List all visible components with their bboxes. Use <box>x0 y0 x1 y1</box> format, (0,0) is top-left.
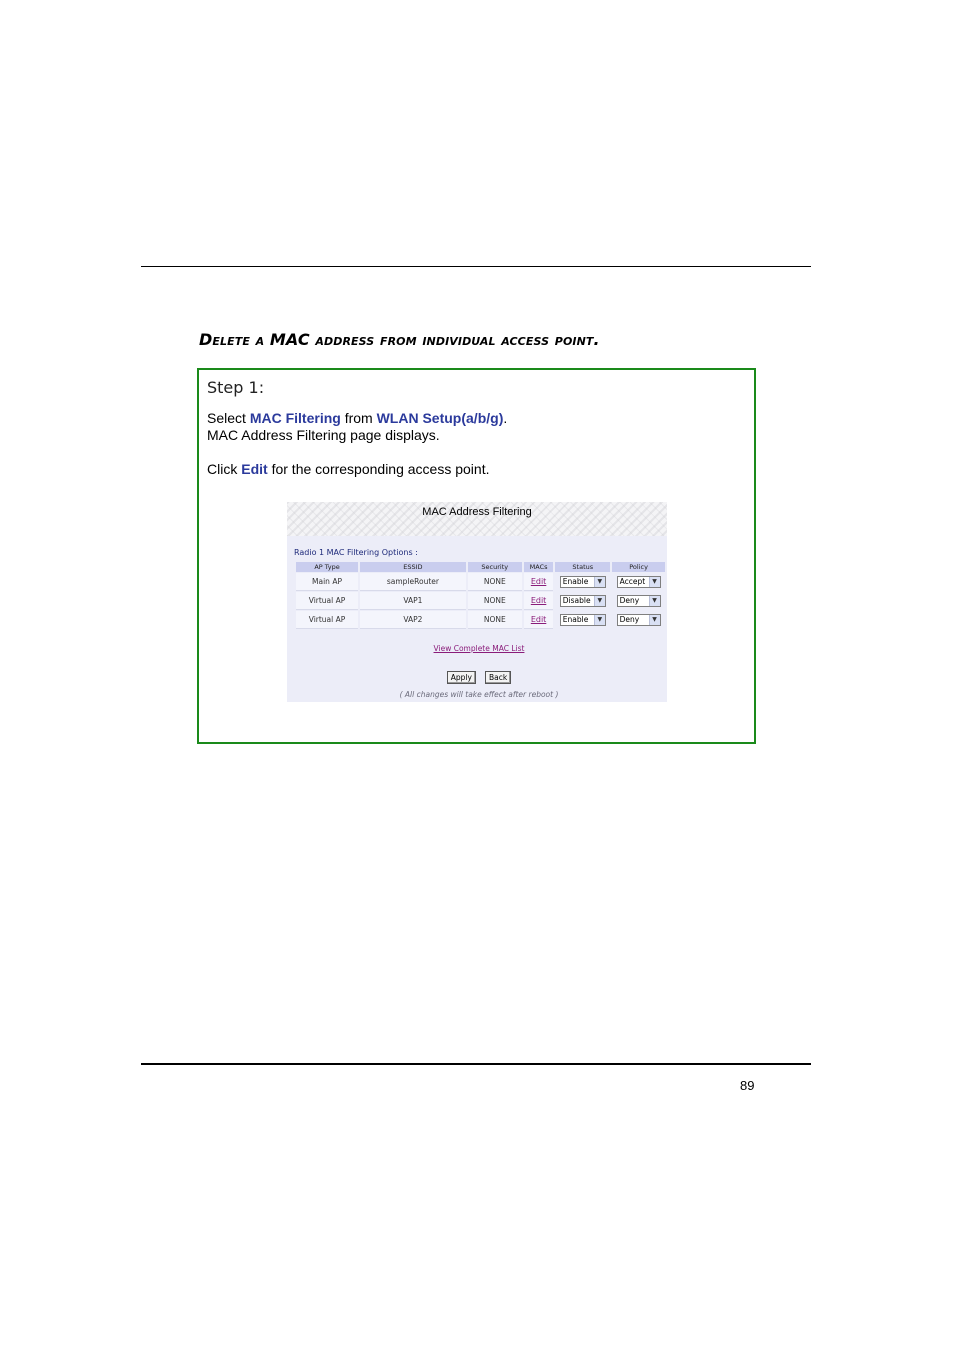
page-number: 89 <box>740 1078 755 1093</box>
menu-wlan-setup: WLAN Setup(a/b/g) <box>376 410 504 426</box>
radio-section-label: Radio 1 MAC Filtering Options : <box>294 548 418 557</box>
edit-link[interactable]: Edit <box>530 615 547 624</box>
panel-header <box>287 502 667 536</box>
edit-keyword: Edit <box>241 461 268 477</box>
policy-select[interactable] <box>617 576 661 588</box>
column-header-status: Status <box>555 562 610 572</box>
instruction-text: Click <box>207 461 242 477</box>
instruction-click <box>207 461 489 477</box>
essid-cell: VAP2 <box>360 611 466 629</box>
policy-cell <box>612 573 665 591</box>
policy-value: Deny <box>619 615 640 624</box>
instruction-text: . <box>503 410 508 426</box>
instruction-displays: MAC Address Filtering page displays. <box>207 427 440 443</box>
status-cell <box>555 592 610 610</box>
mac-filter-table <box>294 561 667 630</box>
table-row <box>296 611 665 629</box>
status-select[interactable] <box>560 614 606 626</box>
section-heading: Delete a MAC address from individual access point. <box>199 330 600 349</box>
instruction-text: from <box>340 410 377 426</box>
status-value: Enable <box>562 577 589 586</box>
column-header-ap-type: AP Type <box>296 562 358 572</box>
back-button[interactable]: Back <box>485 671 511 684</box>
ap-type-cell: Virtual AP <box>296 611 358 629</box>
chevron-down-icon: ▼ <box>594 577 605 587</box>
security-cell: NONE <box>468 573 522 591</box>
step-box <box>197 368 756 744</box>
column-header-policy: Policy <box>612 562 665 572</box>
policy-select[interactable] <box>617 614 661 626</box>
status-select[interactable] <box>560 595 606 607</box>
policy-value: Accept <box>619 577 646 586</box>
table-row <box>296 592 665 610</box>
policy-cell <box>612 611 665 629</box>
column-header-macs: MACs <box>524 562 554 572</box>
status-cell <box>555 611 610 629</box>
macs-cell <box>524 592 554 610</box>
policy-value: Deny <box>619 596 640 605</box>
table-header-row <box>296 562 665 572</box>
instruction-text: Select <box>207 410 250 426</box>
reboot-note: ( All changes will take effect after reboot ) <box>399 690 559 699</box>
status-value: Enable <box>562 615 589 624</box>
edit-link[interactable]: Edit <box>530 596 547 605</box>
header-rule <box>141 266 811 267</box>
chevron-down-icon: ▼ <box>649 615 660 625</box>
status-select[interactable] <box>560 576 606 588</box>
macs-cell <box>524 573 554 591</box>
chevron-down-icon: ▼ <box>649 577 660 587</box>
ap-type-cell: Virtual AP <box>296 592 358 610</box>
table-row <box>296 573 665 591</box>
macs-cell <box>524 611 554 629</box>
policy-select[interactable] <box>617 595 661 607</box>
essid-cell: VAP1 <box>360 592 466 610</box>
essid-cell: sampleRouter <box>360 573 466 591</box>
security-cell: NONE <box>468 611 522 629</box>
column-header-essid: ESSID <box>360 562 466 572</box>
column-header-security: Security <box>468 562 522 572</box>
instruction-select <box>207 410 507 426</box>
button-row <box>287 665 667 684</box>
view-complete-mac-list-link[interactable]: View Complete MAC List <box>433 644 525 653</box>
policy-cell <box>612 592 665 610</box>
menu-item-mac-filtering: MAC Filtering <box>249 410 341 426</box>
apply-button[interactable]: Apply <box>447 671 476 684</box>
edit-link[interactable]: Edit <box>530 577 547 586</box>
chevron-down-icon: ▼ <box>594 596 605 606</box>
instruction-text: for the corresponding access point. <box>267 461 490 477</box>
mac-filtering-panel <box>287 502 667 702</box>
security-cell: NONE <box>468 592 522 610</box>
chevron-down-icon: ▼ <box>594 615 605 625</box>
status-value: Disable <box>562 596 591 605</box>
panel-title: MAC Address Filtering <box>422 506 532 518</box>
step-title: Step 1: <box>207 378 265 397</box>
status-cell <box>555 573 610 591</box>
footer-rule <box>141 1063 811 1065</box>
ap-type-cell: Main AP <box>296 573 358 591</box>
chevron-down-icon: ▼ <box>649 596 660 606</box>
